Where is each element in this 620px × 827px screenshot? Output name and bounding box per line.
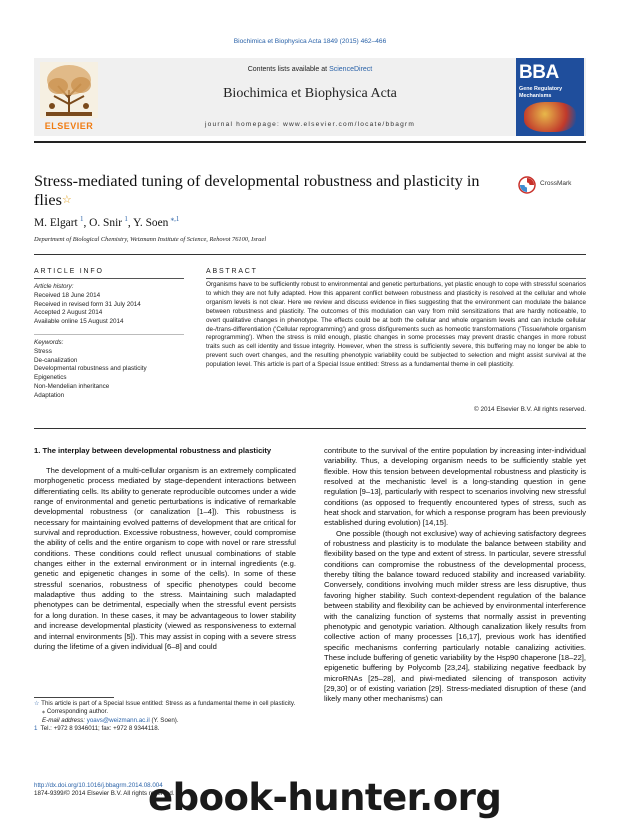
elsevier-wordmark: ELSEVIER [44,121,94,131]
affiliation: Department of Biological Chemistry, Weizmann Institute of Science, Rehovot 76100, Israel [34,236,267,243]
crossmark-badge[interactable] [518,176,588,194]
issn-copyright: 1874-9399/© 2014 Elsevier B.V. All rights reserved. [34,790,175,798]
footnote-star-text: This article is part of a Special Issue entitled: Stress as a fundamental theme in cell plasticity. [41,700,296,707]
watermark-text: ebook-hunter.org [148,776,502,819]
contents-prefix: Contents lists available at [247,66,330,73]
footnote-tel [34,725,296,733]
email-suffix: (Y. Soen). [151,716,179,724]
header-divider [34,141,586,143]
tel-text: Tel.: +972 8 9346011; fax: +972 8 9344118. [40,725,160,733]
author-1[interactable]: M. Elgart [34,216,78,229]
abstract-rule [206,278,586,279]
crossmark-label: CrossMark [540,180,572,187]
received-date: Received 18 June 2014 [34,291,101,299]
body-paragraph: The development of a multi-cellular organism is an extremely complicated morphogenetic process mediated by stage-dependent interactions between differentiating cells. Its ability to generate reproducible outcomes under a wide range of environmental and genetic perturbations is indicative of remarkable developmental robustness (or canalization [1–4]). This robustness is necessary for maintaining evolved patterns of development that are critical for survival and reproduction. Excessive robustness, however, could compromise the ability of cells and the entire organism to cope with novel or rare stressful conditions. These conditions could reflect unusual combinations of stable changes either in the external environment or in internal ingredients (e.g. genetic and epigenetic changes in some of the cells). In some of these stressful scenarios, robustness of specific phenotypes could become maladaptive thus adding to the stress. Maintaining such maladapted phenotypes can be detrimental, especially when the stressful event persists for a long duration. In these cases, it may be advantageous to lower stability and increase developmental plasticity (viewed as responsiveness to external and internal environments [5]). This may assist in coping with a severe stress during the lifetime of a given individual [6–8] and could [34,466,296,651]
footnote-star-mark: ☆ [34,700,40,707]
author-3-mark[interactable]: ⁎,1 [170,215,180,223]
abstract-copyright: © 2014 Elsevier B.V. All rights reserved. [474,406,586,413]
author-2[interactable]: O. Snir [89,216,123,229]
keywords-label: Keywords: [34,339,64,346]
journal-reference[interactable]: Biochimica et Biophysica Acta 1849 (2015) 462–466 [233,38,387,45]
footnotes [34,700,296,734]
footnote-rule [34,697,114,698]
body-column-right [324,446,586,705]
email-label: E-mail address: [42,716,85,724]
abstract-text: Organisms have to be sufficiently robust to environmental and genetic perturbations, yet plastic enough to cope with stressful scenarios to which they are not fully adapted. How this apparent conflict between robustness and plasticity is resolved at the cellular and whole organism levels is not clear. Here we review and discuss evidence in flies suggesting that the environment can modulate the balance between robustness and plasticity. The outcomes of this modulation can vary from mild sensitizations that are hardly noticeable, to overt qualitative changes in phenotype. The effects could be at both the cellular and whole organism levels and can include cellular de-/trans-differentiation ('Cellular reprogramming') and gross disfigurements such as homeotic transformations ('Tissue/whole organism reprogramming'). When the stress is mild enough, plastic changes in some processes may prevent drastic changes in more robust traits such as cell identity and tissue integrity. However, when the stress is sufficiently severe, this buffering may no longer be able to prevent such overt changes, and the resulting phenotypic variability could be subjected to selection and might assist survival at the population level. This article is part of a Special Issue entitled: Stress as a fundamental theme in cell plasticity. [206,281,586,369]
section-heading: 1. The interplay between developmental robustness and plasticity [34,446,272,455]
keyword: Epigenetics [34,374,67,382]
footnote-star [34,700,296,708]
author-list: M. Elgart $^1$, O. Snir $^1$, Y. Soen $^{⁎,1}$ [34,215,180,229]
revised-date: Received in revised form 31 July 2014 [34,300,141,308]
corresponding-label: Corresponding author. [46,708,109,716]
keyword: Stress [34,347,52,355]
footnote-corresponding: ⁎ Corresponding author. [42,708,109,716]
body-column-left [34,466,296,652]
keyword: De-canalization [34,356,78,364]
doi-link[interactable]: http://dx.doi.org/10.1016/j.bbagrm.2014.08.004 [34,782,163,789]
crossmark-icon [518,176,536,194]
accepted-date: Accepted 2 August 2014 [34,309,103,317]
author-2-mark[interactable]: 1 [124,215,128,223]
body-paragraph: One possible (though not exclusive) way of achieving satisfactory degrees of robustness and plasticity is to modulate the balance between stability and flexibility based on the type and extent of stress. In particular, severe stressful conditions can compromise the robustness of the developmental process, thereby tilting the balance toward reduced stability and increased variability. Conversely, conditions involving much milder stress are less disruptive, thus favoring higher stability. Such context-dependent regulation of the balance between stability and flexibility can be achieved by environmental interference with the canalizing function of systems that normally assist in preventing phenotypic and genotypic variation. Although canalization likely results from collective action of many processes [16,17], previous work has identified specific mechanisms conferring particularly notable canalizing activities. These include buffering of genetic variability by the Hsp90 chaperone [18–22], epigenetic buffering by Polycomb [23,24], stabilizing negative feedback by microRNAs [25–28], and piwi-mediated silencing of transposon activity [29,30] or of existing variation [29]. Stress-mediated disruption of these (and likely many other mechanisms) can [324,528,587,704]
title-text: Stress-mediated tuning of developmental robustness and plasticity in flies [34,172,480,209]
history-label: Article history: [34,283,74,290]
footnote-1-mark: 1 [34,725,38,733]
authors-divider [34,254,586,255]
contents-line [100,66,520,73]
journal-title: Biochimica et Biophysica Acta [223,86,397,101]
abstract-heading: ABSTRACT [206,268,258,275]
author-1-mark[interactable]: 1 [79,215,84,223]
online-date: Available online 15 August 2014 [34,318,124,326]
journal-cover [516,58,584,136]
keywords-block [34,339,194,401]
paper-title [34,172,504,210]
title-star-mark[interactable]: ☆ [61,194,72,206]
email-link[interactable]: yoavs@weizmann.ac.il [86,716,150,724]
cover-subtitle: Gene Regulatory Mechanisms [519,86,563,99]
sciencedirect-link[interactable]: ScienceDirect [329,66,373,73]
author-3[interactable]: Y. Soen [133,216,169,229]
cover-illustration [524,102,576,132]
footnote-email [34,717,296,725]
keyword: Adaptation [34,391,65,399]
cover-title: BBA [519,62,559,83]
keywords-rule [34,334,184,335]
article-history [34,283,194,327]
article-info-rule [34,278,184,279]
abstract-divider [34,428,586,429]
article-info-heading: ARTICLE INFO [34,268,104,275]
keyword: Non-Mendelian inheritance [34,382,110,390]
keyword: Developmental robustness and plasticity [34,365,147,373]
journal-homepage[interactable]: journal homepage: www.elsevier.com/locate/bbagrm [204,121,416,128]
body-paragraph: contribute to the survival of the entire population by increasing inter-individual variability. Thus, a developing organism needs to be sufficiently stable yet flexible. How this tension between developmental robustness and plasticity is resolved at the mechanistic level is a long-standing question in gene regulation [9–13], particularly with respect to scenarios involving new stressful conditions (as opposed to frequently encountered types of stress, such as heat shock and starvation, for which a response program has been previously established during evolution) [14,15]. [324,446,586,528]
